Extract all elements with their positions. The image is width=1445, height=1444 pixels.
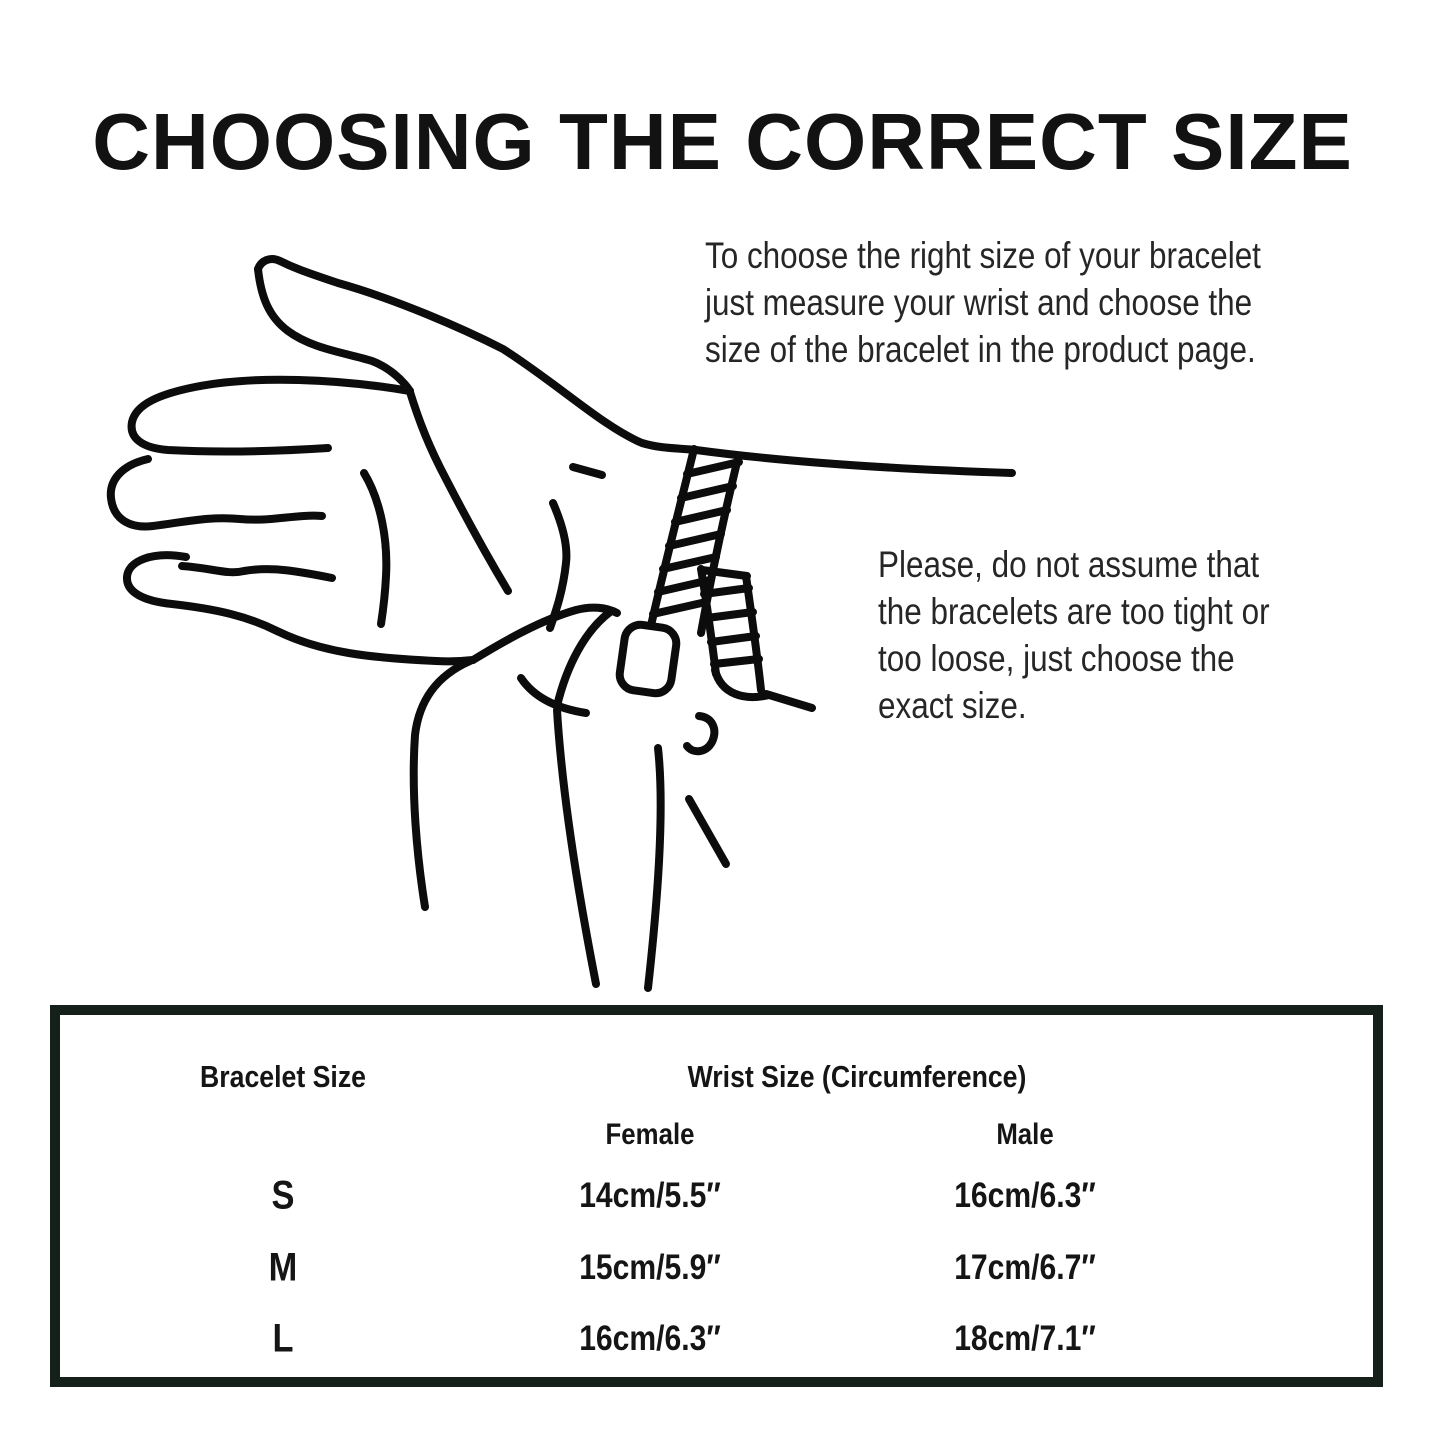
table-row-s-female: 14cm/5.5″	[579, 1176, 721, 1215]
column-header-bracelet-size: Bracelet Size	[200, 1059, 366, 1094]
intro-line: just measure your wrist and choose the	[705, 282, 1253, 323]
thumbnail	[618, 623, 679, 696]
note-line: Please, do not assume that	[878, 544, 1260, 585]
page-title: CHOOSING THE CORRECT SIZE	[92, 97, 1353, 186]
note-paragraph	[878, 541, 1270, 729]
intro-line: To choose the right size of your bracelet	[705, 235, 1261, 276]
table-row-m-male: 17cm/6.7″	[954, 1248, 1096, 1287]
table-row-m-size: M	[268, 1245, 298, 1290]
column-header-wrist-size: Wrist Size (Circumference)	[687, 1059, 1027, 1094]
intro-line: size of the bracelet in the product page.	[705, 329, 1256, 370]
note-line: the bracelets are too tight or	[878, 591, 1270, 632]
intro-paragraph	[705, 232, 1261, 373]
table-row-l-size: L	[272, 1316, 294, 1361]
table-row-m-female: 15cm/5.9″	[579, 1248, 721, 1287]
measuring-tape	[650, 449, 769, 751]
note-line: exact size.	[878, 685, 1027, 726]
column-header-female: Female	[605, 1118, 695, 1151]
size-table	[50, 1005, 1383, 1387]
holding-hand	[414, 608, 679, 988]
table-row-s-male: 16cm/6.3″	[954, 1176, 1096, 1215]
note-line: too loose, just choose the	[878, 638, 1235, 679]
column-header-male: Male	[996, 1118, 1054, 1151]
table-row-l-female: 16cm/6.3″	[579, 1319, 721, 1358]
table-row-s-size: S	[271, 1173, 295, 1218]
table-row-l-male: 18cm/7.1″	[954, 1319, 1096, 1358]
